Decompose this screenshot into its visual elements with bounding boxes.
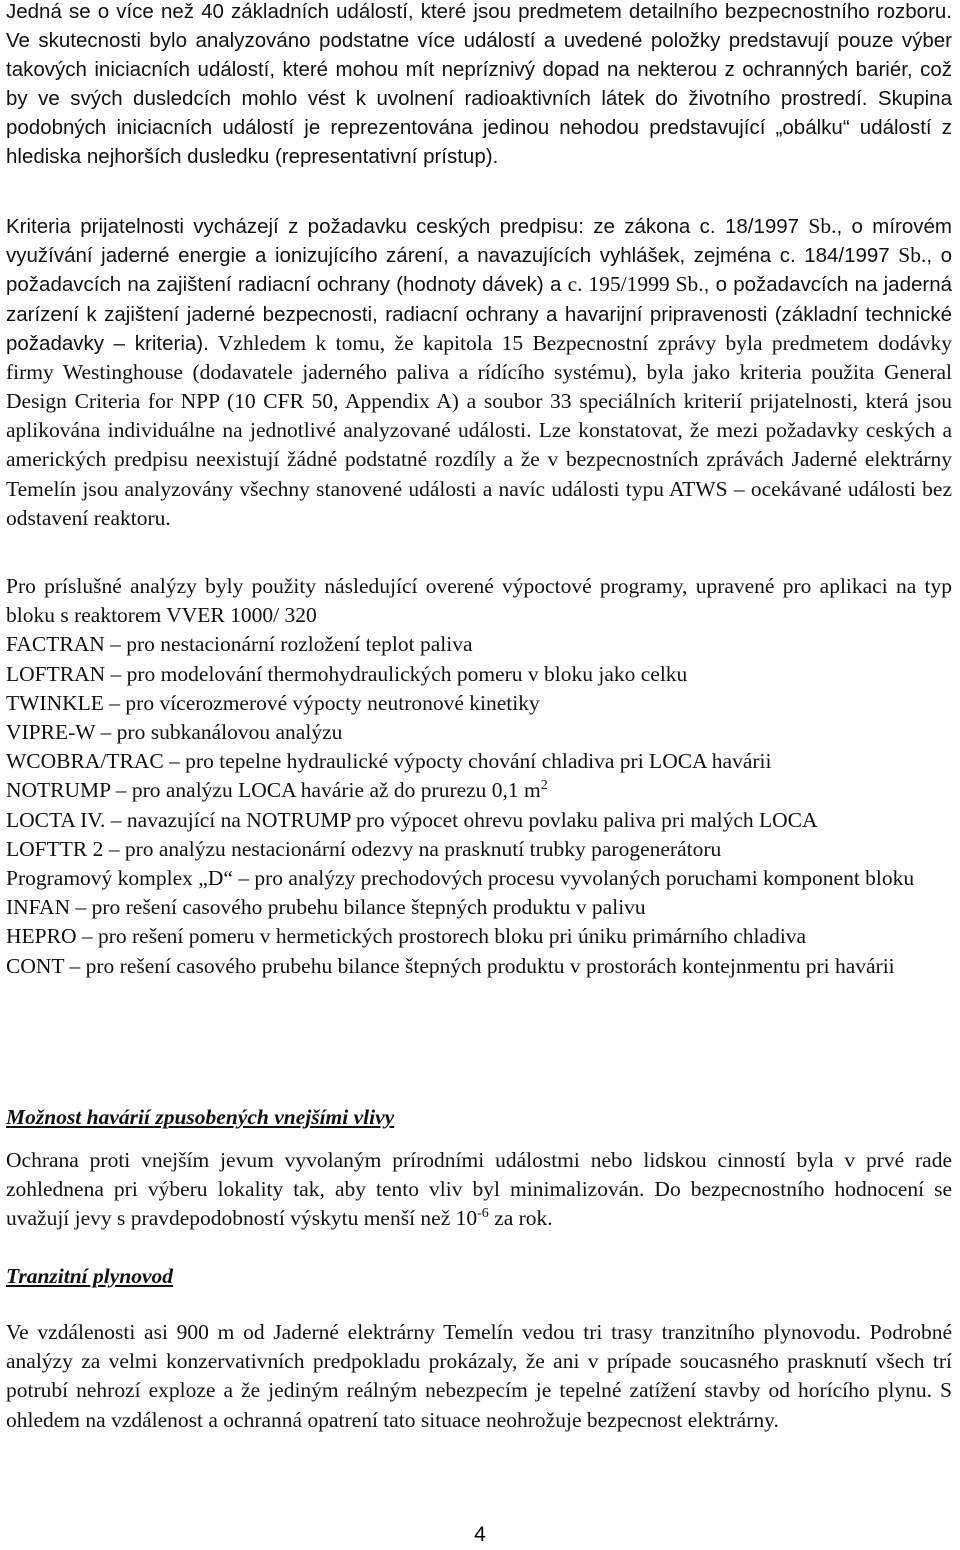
criteria-text-2: Sb. <box>808 214 837 238</box>
criteria-text-6: c. 195/1999 Sb. <box>567 272 704 297</box>
program-item: WCOBRA/TRAC – pro tepelne hydraulické výpocty chování chladiva pri LOCA havárii <box>6 749 772 774</box>
page-number: 4 <box>474 1523 486 1546</box>
program-item: CONT – pro rešení casového prubehu bilance štepných produktu v prostorách kontejnmentu pri havárii <box>6 953 895 978</box>
paragraph-external-events <box>6 1146 952 1234</box>
program-item: LOFTTR 2 – pro analýzu nestacionární odezvy na prasknutí trubky parogenerátoru <box>6 836 722 861</box>
criteria-text-7: , o požadavcích na jaderná zarízení k zajištení jaderné bezpecnosti, radiacní ochrany a havarijní pripravenosti (základní technické požadavky – kriteria). <box>6 273 952 355</box>
program-item: Programový komplex „D“ – pro analýzy prechodových procesu vyvolaných poruchami komponent bloku <box>6 866 915 891</box>
program-item: HEPRO – pro rešení pomeru v hermetických prostorech bloku pri úniku primárního chladiva <box>6 924 807 949</box>
external-events-tail: za rok. <box>488 1206 553 1231</box>
program-item-notrump <box>6 776 952 805</box>
criteria-text-4: Sb. <box>898 243 927 268</box>
criteria-text-3: , o mírovém využívání jaderné energie a ionizujícího zárení, a navazujících vyhlášek, zejména c. 184/1997 <box>6 215 953 268</box>
paragraph-initiating-events-text: Jedná se o více než 40 základních událostí, které jsou predmetem detailního bezpecnostního rozboru. Ve skutecnosti bylo analyzováno podstatne více událostí a uvedené položky predstavují pouze výber takových iniciacních událostí, které mohou mít nepríznivý dopad na nekterou z ochranných bariér, což by ve svých dusledcích mohlo vést k uvolnení radioaktivních látek do životního prostredí. Skupina podobných iniciacních událostí je reprezentována jedinou nehodou predstavující „obálku“ událostí z hlediska nejhorších dusledku (representativní prístup). <box>6 0 952 168</box>
criteria-text-1: Kriteria prijatelnosti vycházejí z požadavku ceských predpisu: ze zákona c. 18/1997 <box>6 215 809 238</box>
paragraph-gas-pipeline <box>6 1318 952 1435</box>
program-item: LOCTA IV. – navazující na NOTRUMP pro výpocet ohrevu povlaku paliva pri malých LOCA <box>6 807 818 832</box>
criteria-text-9: Lze konstatovat, že mezi požadavky ceských a amerických predpisu neexistují žádné podstatné rozdíly a že v bezpecnostních zprávách Jaderné elektrárny Temelín jsou analyzovány všechny stanovené události a navíc události typu ATWS – ocekávané události bez odstavení reaktoru. <box>6 418 953 530</box>
program-item: LOFTRAN – pro modelování thermohydraulických pomeru v bloku jako celku <box>6 661 688 686</box>
program-item: INFAN – pro rešení casového prubehu bilance štepných produktu v palivu <box>6 895 646 920</box>
program-item: VIPRE-W – pro subkanálovou analýzu <box>6 720 343 745</box>
program-notrump-text: NOTRUMP – pro analýzu LOCA havárie až do prurezu 0,1 m <box>6 778 541 803</box>
program-notrump-sup: 2 <box>540 778 548 794</box>
criteria-text-5: , o požadavcích na zajištení radiacní ochrany (hodnoty dávek) a <box>6 244 952 297</box>
section-heading-gas-pipeline: Tranzitní plynovod <box>6 1264 174 1288</box>
criteria-text-8: Vzhledem k tomu, že kapitola 15 Bezpecnostní zprávy byla predmetem dodávky firmy Westinghouse (dodavatele jaderného paliva a rídícího systému), byla jako kriteria použita General Design Criteria for NPP (10 CFR 50, Appendix A) a soubor 33 speciálních kriterií prijatelnosti, která jsou aplikována individuálne na jednotlivé analyzované události. <box>6 330 952 443</box>
external-events-sup: -6 <box>477 1206 489 1222</box>
gas-pipeline-text: Ve vzdálenosti asi 900 m od Jaderné elektrárny Temelín vedou tri trasy tranzitního plynovodu. Podrobné analýzy za velmi konzervativních predpokladu prokázaly, že ani v prípade soucasného prasknutí všech trí potrubí nehrozí exploze a že jediným reálným nebezpecím je tepelné zatížení stavby od horícího plynu. S ohledem na vzdálenost a ochranná opatrení tato situace neohrožuje bezpecnost elektrárny. <box>6 1320 952 1432</box>
programs-intro: Pro príslušné analýzy byly použity následující overené výpoctové programy, upravené pro aplikaci na typ bloku s reaktorem VVER 1000/ 320 <box>6 574 952 628</box>
external-events-text: Ochrana proti vnejším jevum vyvolaným prírodními událostmi nebo lidskou cinností byla v prvé rade zohlednena pri výberu lokality tak, aby tento vliv byl minimalizován. Do bezpecnostního hodnocení se uvažují jevy s pravdepodobností výskytu menší než 10 <box>6 1148 952 1231</box>
paragraph-acceptance-criteria <box>6 212 952 533</box>
computation-programs-block <box>6 572 952 981</box>
section-heading-external-events: Možnost havárií zpusobených vnejšími vlivy <box>6 1105 395 1129</box>
program-item: FACTRAN – pro nestacionární rozložení teplot paliva <box>6 632 473 657</box>
paragraph-initiating-events <box>6 0 952 171</box>
program-item: TWINKLE – pro vícerozmerové výpocty neutronové kinetiky <box>6 690 540 715</box>
